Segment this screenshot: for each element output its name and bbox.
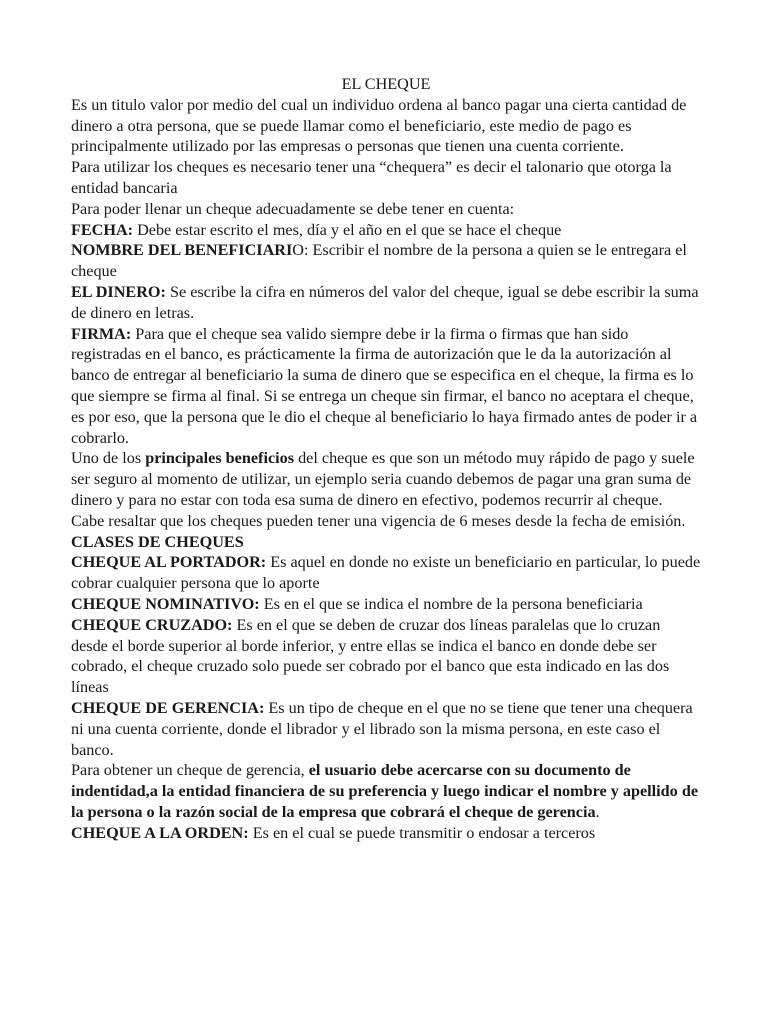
- beneficios-bold: principales beneficios: [145, 449, 295, 468]
- text-cruzado: Es en el que se deben de cruzar dos líneas paralelas que lo cruzan desde el borde superior al borde inferior, y entre ellas se indica el banco en donde debe ser cobrado, el cheque cruzado solo puede ser cobrado por el banco que esta indicado en las dos líneas: [71, 615, 670, 697]
- item-orden: [71, 823, 701, 844]
- paragraph-obtener: [71, 760, 701, 822]
- document-page: [71, 74, 701, 843]
- text-firma: Para que el cheque sea valido siempre debe ir la firma o firmas que han sido registradas en el banco, es prácticamente la firma de autorización que le da la autorización al banco de entregar al beneficiario la suma de dinero que se especifica en el cheque, la firma es lo que siempre se firma al final. Si se entrega un cheque sin firmar, el banco no aceptara el cheque, es por eso, que la persona que le dio el cheque al beneficiario lo haya firmado antes de poder ir a cobrarlo.: [71, 324, 698, 447]
- text-fecha: Debe estar escrito el mes, día y el año en el que se hace el cheque: [133, 220, 562, 239]
- obtener-bold: el usuario debe acercarse con su documento de indentidad,a la entidad financiera de su preferencia y luego indicar el nombre y apellido de la persona o la razón social de la empresa que cobrará el cheque de gerencia: [71, 761, 699, 821]
- text-portador: Es aquel en donde no existe un beneficiario en particular, lo puede cobrar cualquier persona que lo aporte: [71, 553, 701, 593]
- item-firma: [71, 324, 701, 449]
- obtener-post: .: [595, 802, 600, 821]
- text-nominativo: Es en el que se indica el nombre de la persona beneficiaria: [259, 594, 643, 613]
- text-gerencia: Es un tipo de cheque en el que no se tiene que tener una chequera ni una cuenta corriente, donde el librador y el librado son la misma persona, en este caso el banco.: [71, 698, 693, 759]
- item-portador: [71, 552, 701, 594]
- label-cruzado: CHEQUE CRUZADO:: [71, 615, 233, 634]
- paragraph-usage: Para utilizar los cheques es necesario tener una “chequera” es decir el talonario que otorga la entidad bancaria: [71, 158, 672, 197]
- paragraph-beneficios: [71, 448, 701, 510]
- paragraph-vigencia: Cabe resaltar que los cheques pueden tener una vigencia de 6 meses desde la fecha de emisión.: [71, 511, 686, 530]
- text-dinero: Se escribe la cifra en números del valor del cheque, igual se debe escribir la suma de dinero en letras.: [71, 282, 699, 322]
- document-title: EL CHEQUE: [341, 75, 431, 93]
- heading-clases: [71, 532, 701, 553]
- text-nombre: O: Escribir el nombre de la persona a quien se le entregara el cheque: [71, 241, 687, 281]
- clases-heading-text: CLASES DE CHEQUES: [71, 532, 244, 551]
- item-gerencia: [71, 698, 701, 760]
- item-nominativo: [71, 594, 701, 615]
- label-fecha: FECHA:: [71, 220, 134, 239]
- beneficios-pre: Uno de los: [71, 449, 146, 468]
- paragraph-fill-intro: Para poder llenar un cheque adecuadamente se debe tener en cuenta:: [71, 199, 515, 218]
- item-fecha: [71, 220, 701, 241]
- item-dinero: [71, 282, 701, 324]
- item-cruzado: [71, 615, 701, 698]
- text-orden: Es en el cual se puede transmitir o endosar a terceros: [248, 823, 596, 842]
- label-gerencia: CHEQUE DE GERENCIA:: [71, 698, 265, 717]
- label-firma: FIRMA:: [71, 324, 132, 343]
- obtener-pre: Para obtener un cheque de gerencia,: [71, 761, 309, 780]
- label-portador: CHEQUE AL PORTADOR:: [71, 553, 267, 572]
- label-nombre: NOMBRE DEL BENEFICIARI: [71, 241, 293, 260]
- label-dinero: EL DINERO:: [71, 282, 166, 301]
- paragraph-intro: Es un titulo valor por medio del cual un individuo ordena al banco pagar una cierta cantidad de dinero a otra persona, que se puede llamar como el beneficiario, este medio de pago es principalmente utilizado por las empresas o personas que tienen una cuenta corriente.: [71, 95, 687, 156]
- item-nombre: [71, 240, 701, 282]
- label-orden: CHEQUE A LA ORDEN:: [71, 823, 249, 842]
- beneficios-post: del cheque es que son un método muy rápido de pago y suele ser seguro al momento de utilizar, un ejemplo seria cuando debemos de pagar una gran suma de dinero y para no estar con toda esa suma de dinero en efectivo, podemos recurrir al cheque.: [71, 449, 695, 509]
- label-nominativo: CHEQUE NOMINATIVO:: [71, 594, 260, 613]
